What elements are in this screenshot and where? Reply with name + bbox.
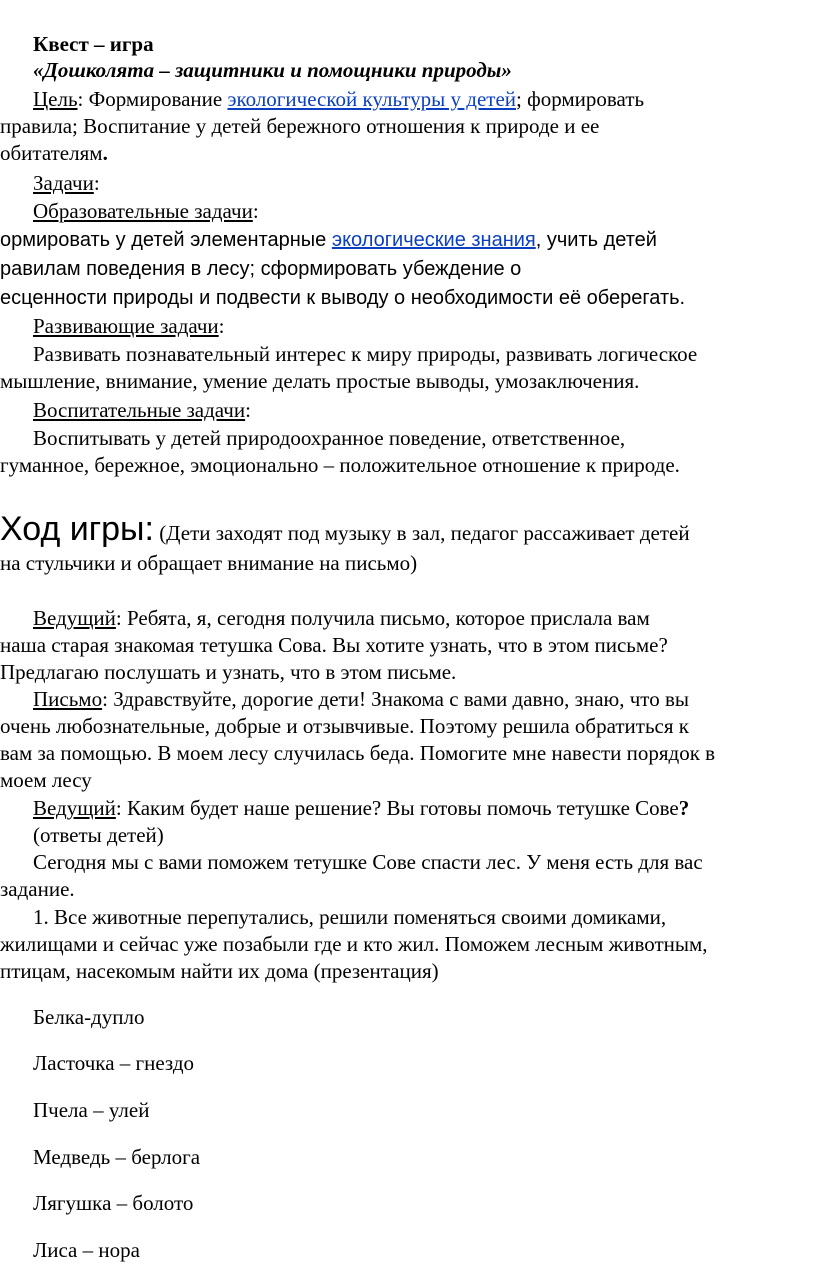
- letter-line-4: моем лесу: [0, 768, 92, 792]
- today-line-2: задание.: [0, 877, 75, 901]
- ecological-knowledge-link[interactable]: экологические знания: [331, 229, 536, 251]
- letter-line-2: очень любознательные, добрые и отзывчивые. Поэтому решила обратиться к: [0, 714, 689, 738]
- list-item: Медведь – берлога: [33, 1145, 201, 1169]
- developing-line-2: мышление, внимание, умение делать простые выводы, умозаключения.: [0, 369, 640, 393]
- goal-line-3: обитателям.: [0, 141, 108, 165]
- educational-line-3: есценности природы и подвести к выводу о необходимости её оберегать.: [0, 287, 686, 309]
- letter-line-3: вам за помощью. В моем лесу случилась беда. Помогите мне навести порядок в: [0, 741, 716, 765]
- host2-line-2: (ответы детей): [33, 823, 164, 847]
- host1-line-1: Ведущий: Ребята, я, сегодня получила письмо, которое прислала вам: [33, 606, 650, 630]
- goal-line-1: Цель: Формирование экологической культуры у детей; формировать: [33, 87, 645, 111]
- course-line-2: на стульчики и обращает внимание на письмо): [0, 551, 418, 575]
- educational-heading: Образовательные задачи:: [33, 199, 259, 223]
- doc-subtitle: «Дошколята – защитники и помощники природы»: [33, 58, 512, 82]
- list-item: Пчела – улей: [33, 1098, 150, 1122]
- host1-line-2: наша старая знакомая тетушка Сова. Вы хотите узнать, что в этом письме?: [0, 633, 668, 657]
- doc-title: Квест – игра: [33, 32, 154, 56]
- list-item: Лягушка – болото: [33, 1191, 194, 1215]
- educational-line-2: равилам поведения в лесу; сформировать убеждение о: [0, 258, 522, 280]
- goal-line-2: правила; Воспитание у детей бережного отношения к природе и ее: [0, 114, 600, 138]
- ecological-culture-link[interactable]: экологической культуры у детей: [227, 87, 516, 111]
- course-line-1: Ход игры: (Дети заходят под музыку в зал, педагог рассаживает детей: [0, 510, 690, 548]
- educational-line-1: ормировать у детей элементарные экологические знания, учить детей: [0, 229, 657, 251]
- task1-line-2: жилищами и сейчас уже позабыли где и кто жил. Поможем лесным животным,: [0, 932, 708, 956]
- goal-label: Цель: [33, 87, 78, 111]
- upbringing-heading: Воспитательные задачи:: [33, 398, 251, 422]
- list-item: Ласточка – гнездо: [33, 1051, 195, 1075]
- upbringing-line-2: гуманное, бережное, эмоционально – положительное отношение к природе.: [0, 453, 680, 477]
- upbringing-line-1: Воспитывать у детей природоохранное поведение, ответственное,: [33, 426, 626, 450]
- course-heading: Ход игры:: [0, 510, 154, 548]
- list-item: Лиса – нора: [33, 1238, 140, 1262]
- developing-heading: Развивающие задачи:: [33, 314, 225, 338]
- host1-line-3: Предлагаю послушать и узнать, что в этом письме.: [0, 660, 457, 684]
- letter-line-1: Письмо: Здравствуйте, дорогие дети! Знакома с вами давно, знаю, что вы: [33, 687, 689, 711]
- today-line-1: Сегодня мы с вами поможем тетушке Сове спасти лес. У меня есть для вас: [33, 850, 703, 874]
- developing-line-1: Развивать познавательный интерес к миру природы, развивать логическое: [33, 342, 698, 366]
- task1-line-3: птицам, насекомым найти их дома (презентация): [0, 959, 439, 983]
- list-item: Белка-дупло: [33, 1005, 145, 1029]
- host2-line-1: Ведущий: Каким будет наше решение? Вы готовы помочь тетушке Сове?: [33, 796, 690, 820]
- task1-line-1: 1. Все животные перепутались, решили поменяться своими домиками,: [33, 905, 667, 929]
- tasks-heading: Задачи:: [33, 171, 100, 195]
